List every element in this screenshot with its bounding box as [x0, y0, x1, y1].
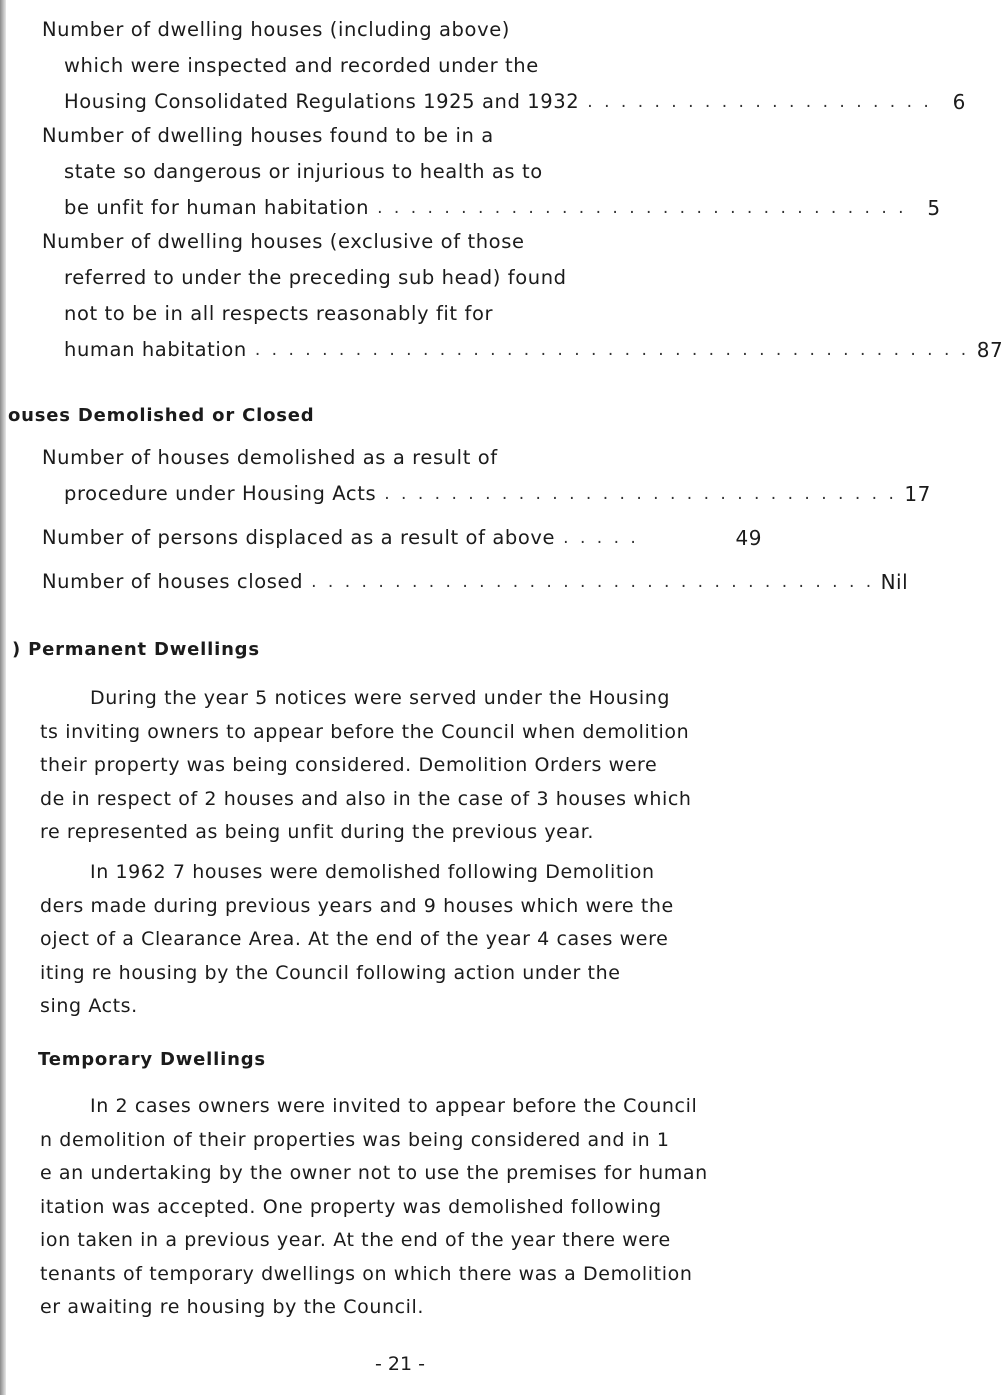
paragraph-line: ts inviting owners to appear before the Council when demolition	[40, 720, 690, 743]
entry-line: Number of houses closed	[42, 570, 304, 593]
paragraph-line: re represented as being unfit during the previous year.	[40, 821, 595, 843]
paragraph-line: iting re housing by the Council following action under the	[40, 961, 621, 984]
paragraph-line: sing Acts.	[40, 995, 138, 1017]
section-heading-permanent: ) Permanent Dwellings	[12, 639, 260, 660]
section-heading-temporary: Temporary Dwellings	[38, 1049, 266, 1070]
paragraph-line: In 2 cases owners were invited to appear before the Council	[90, 1095, 698, 1117]
leader-dots: . . . . . . . . . . . . . . . . . . . . . . . . . . . . . . . . . . . . . . . . . . .	[254, 340, 970, 360]
entry-displaced	[42, 520, 762, 556]
paragraph-line: tenants of temporary dwellings on which there was a Demolition	[40, 1262, 693, 1285]
entry-line: Number of persons displaced as a result of above	[42, 526, 556, 549]
entry-line: human habitation	[64, 338, 247, 361]
leader-dots: . . . . . . . . . . . . . . . . . . . . . . . . . . . . . . . . . .	[311, 572, 875, 592]
entry-value: 87	[976, 338, 1003, 362]
entry-closed	[42, 564, 909, 600]
entry-value: 17	[904, 482, 931, 506]
entry-line: state so dangerous or injurious to health as to	[64, 160, 543, 183]
entry-line: procedure under Housing Acts	[64, 482, 377, 505]
entry-inspected	[42, 12, 966, 120]
paragraph-line: n demolition of their properties was being considered and in 1	[40, 1128, 670, 1151]
section-heading-demolished: ouses Demolished or Closed	[8, 405, 315, 426]
leader-dots: . . . . .	[563, 528, 639, 548]
paragraph-line: their property was being considered. Demolition Orders were	[40, 754, 658, 776]
entry-line: Number of dwelling houses (exclusive of those	[42, 230, 525, 253]
entry-line: which were inspected and recorded under the	[64, 54, 539, 77]
leader-dots: . . . . . . . . . . . . . . . . . . . . . . . . . . . . . . .	[384, 484, 897, 504]
entry-line: Number of dwelling houses (including above)	[42, 18, 511, 41]
entry-value: 49	[735, 526, 762, 550]
entry-value: 5	[927, 196, 941, 220]
paragraph-permanent-notices	[40, 682, 764, 850]
paragraph-line: ion taken in a previous year. At the end of the year there were	[40, 1229, 671, 1251]
paragraph-line: de in respect of 2 houses and also in the case of 3 houses which	[40, 787, 692, 810]
paragraph-line: e an undertaking by the owner not to use the premises for human	[40, 1162, 708, 1184]
page-number: - 21 -	[375, 1353, 425, 1375]
entry-line: not to be in all respects reasonably fit for	[64, 302, 494, 325]
entry-value: 6	[952, 90, 966, 114]
entry-line: referred to under the preceding sub head) found	[64, 266, 567, 289]
leader-dots: . . . . . . . . . . . . . . . . . . . . . . . . . . . . . . . .	[377, 198, 907, 218]
entry-line: Number of dwelling houses found to be in a	[42, 124, 494, 147]
paragraph-permanent-demolished	[40, 856, 764, 1024]
paragraph-line: ders made during previous years and 9 houses which were the	[40, 894, 674, 917]
paragraph-line: In 1962 7 houses were demolished following Demolition	[90, 861, 655, 883]
entry-line: Housing Consolidated Regulations 1925 and 1932	[64, 90, 580, 113]
paragraph-temporary	[40, 1090, 764, 1325]
entry-line: be unfit for human habitation	[64, 196, 370, 219]
paragraph-line: oject of a Clearance Area. At the end of the year 4 cases were	[40, 928, 669, 950]
entry-unfit	[42, 118, 941, 226]
paragraph-line: During the year 5 notices were served under the Housing	[90, 687, 671, 709]
paragraph-line: er awaiting re housing by the Council.	[40, 1296, 425, 1318]
paragraph-line: itation was accepted. One property was demolished following	[40, 1195, 662, 1218]
entry-value: Nil	[880, 570, 909, 594]
entry-line: Number of houses demolished as a result of	[42, 446, 498, 469]
entry-not-fit	[42, 224, 1003, 368]
leader-dots: . . . . . . . . . . . . . . . . . . . . .	[587, 92, 932, 112]
entry-demolished	[42, 440, 931, 512]
